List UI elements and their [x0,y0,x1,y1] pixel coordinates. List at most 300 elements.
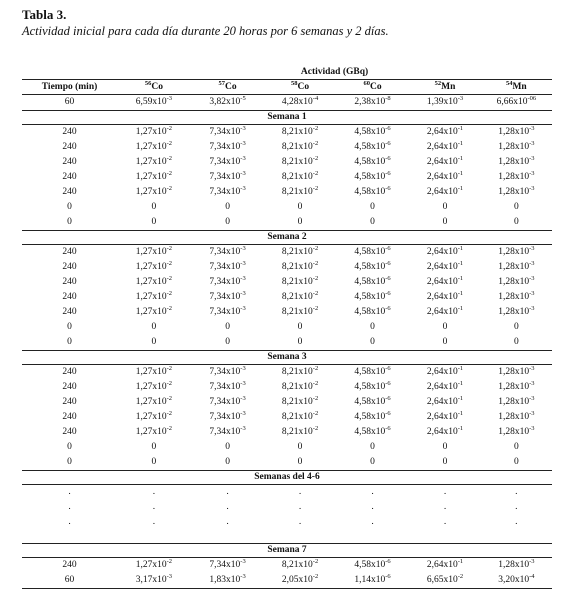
value-exponent: -4 [529,573,535,580]
value-mantissa: 8,21x10 [281,427,313,437]
time-cell: 240 [62,247,77,257]
value-exponent: -3 [240,305,246,312]
value-exponent: -2 [312,290,319,297]
table-row [22,335,552,351]
activity-cell [117,245,191,261]
activity-cell [481,380,552,395]
value-mantissa: 4,58x10 [354,367,386,377]
value-exponent: -3 [529,365,535,372]
value-exponent: -6 [385,395,391,402]
activity-cell [191,365,265,381]
value-mantissa: 1,28x10 [498,292,530,302]
zero-cell: 0 [67,457,72,467]
value-exponent: -6 [385,155,391,162]
value-exponent: -3 [529,155,535,162]
activity-cell [336,95,410,111]
time-cell: 240 [62,427,77,437]
value-mantissa: 7,34x10 [209,172,241,182]
value-mantissa: 1,27x10 [135,262,167,272]
activity-cell [336,290,410,305]
zero-cell: 0 [225,217,230,227]
activity-cell [191,245,265,261]
value-mantissa: 8,21x10 [281,157,313,167]
isotope-symbol: Co [225,82,237,92]
activity-cell [481,305,552,320]
value-exponent: -3 [240,290,246,297]
value-exponent: -1 [457,185,464,192]
activity-cell [264,245,335,261]
value-mantissa: 1,27x10 [135,292,167,302]
activity-cell [336,558,410,574]
value-mantissa: 8,21x10 [281,412,313,422]
value-exponent: -6 [385,380,391,387]
value-mantissa: 4,58x10 [354,412,386,422]
time-cell: 240 [62,172,77,182]
value-exponent: -1 [457,425,464,432]
value-exponent: -6 [385,275,391,282]
value-mantissa: 1,28x10 [498,427,530,437]
value-exponent: -2 [166,245,173,252]
value-exponent: -6 [385,260,391,267]
zero-cell: 0 [297,202,303,212]
week-header-row [22,471,552,485]
time-cell: 60 [64,97,75,107]
activity-cell [481,410,552,425]
value-exponent: -2 [457,573,464,580]
value-exponent: -2 [312,305,319,312]
value-exponent: -1 [457,170,464,177]
value-mantissa: 4,58x10 [354,262,386,272]
value-exponent: -3 [240,395,246,402]
activity-cell [481,425,552,440]
activity-cell [191,155,265,170]
value-exponent: -3 [240,155,246,162]
zero-cell: 0 [442,457,448,467]
value-mantissa: 1,27x10 [135,142,167,152]
value-exponent: -6 [385,573,391,580]
value-exponent: -2 [312,425,319,432]
activity-cell [191,425,265,440]
time-cell: 240 [62,307,77,317]
isotope-symbol: Mn [512,82,527,92]
activity-cell [264,170,335,185]
activity-cell [409,260,480,275]
value-exponent: -1 [457,290,464,297]
value-exponent: -2 [312,245,319,252]
isotope-header [336,80,410,95]
activity-cell [481,125,552,141]
ellipsis-cell: . [443,487,447,497]
value-mantissa: 4,58x10 [354,292,386,302]
value-exponent: -3 [529,185,535,192]
activity-cell [481,95,552,111]
value-mantissa: 2,64x10 [426,142,458,152]
value-exponent: -2 [312,365,319,372]
value-exponent: -2 [166,125,173,132]
value-mantissa: 2,64x10 [426,262,458,272]
value-exponent: -3 [529,125,535,132]
isotope-header [481,80,552,95]
activity-cell [191,170,265,185]
zero-cell: 0 [151,457,157,467]
table-row [22,215,552,231]
week-header-row [22,351,552,365]
zero-cell: 0 [225,457,230,467]
ellipsis-cell: . [371,517,374,527]
value-mantissa: 1,27x10 [135,427,167,437]
value-exponent: -3 [240,573,246,580]
activity-cell [117,140,191,155]
activity-cell [264,260,335,275]
isotope-mass: 52 [434,80,442,87]
value-exponent: -3 [529,395,535,402]
week-label: Semana 7 [22,544,552,558]
time-cell: 240 [62,127,77,137]
table-row [22,95,552,111]
value-exponent: -2 [166,410,173,417]
zero-cell: 0 [67,217,72,227]
value-exponent: -3 [457,95,464,102]
time-cell: 240 [62,292,77,302]
group-header-row [22,66,552,80]
activity-cell [409,305,480,320]
time-cell: 240 [62,367,77,377]
activity-cell [336,410,410,425]
zero-cell: 0 [442,202,448,212]
value-exponent: -2 [312,125,319,132]
activity-cell [117,185,191,200]
table-row [22,558,552,574]
value-mantissa: 2,05x10 [281,575,313,585]
value-mantissa: 8,21x10 [281,367,313,377]
isotope-symbol: Co [151,82,163,92]
ellipsis-cell: . [298,517,302,527]
value-exponent: -6 [385,170,391,177]
table-row [22,140,552,155]
value-exponent: -3 [240,380,246,387]
week-header-row [22,111,552,125]
value-mantissa: 7,34x10 [209,560,241,570]
activity-cell [117,260,191,275]
activity-cell [117,155,191,170]
value-mantissa: 7,34x10 [209,307,241,317]
activity-cell [264,365,335,381]
value-exponent: -2 [166,380,173,387]
activity-cell [264,155,335,170]
table-row [22,425,552,440]
week-label: Semana 1 [22,111,552,125]
value-mantissa: 1,27x10 [135,277,167,287]
activity-cell [264,95,335,111]
ellipsis-cell: . [515,487,518,497]
value-mantissa: 1,28x10 [498,187,530,197]
isotope-mass: 56 [144,80,152,87]
table-row [22,320,552,335]
value-mantissa: 1,28x10 [498,397,530,407]
value-exponent: -3 [240,365,246,372]
zero-cell: 0 [513,322,519,332]
time-cell: 240 [62,277,77,287]
value-mantissa: 8,21x10 [281,307,313,317]
activity-cell [481,260,552,275]
activity-cell [409,155,480,170]
value-mantissa: 1,28x10 [498,172,530,182]
value-exponent: -6 [385,185,391,192]
value-exponent: -2 [166,155,173,162]
value-mantissa: 1,28x10 [498,247,530,257]
ellipsis-row [22,500,552,515]
value-mantissa: 4,58x10 [354,397,386,407]
zero-cell: 0 [225,322,230,332]
activity-cell [409,290,480,305]
zero-cell: 0 [67,442,72,452]
activity-cell [117,425,191,440]
value-mantissa: 7,34x10 [209,427,241,437]
value-exponent: -1 [457,245,464,252]
value-mantissa: 7,34x10 [209,247,241,257]
week-header-row [22,544,552,558]
value-mantissa: 1,28x10 [498,127,530,137]
activity-cell [336,125,410,141]
activity-cell [191,305,265,320]
value-exponent: -3 [529,140,535,147]
value-mantissa: 1,28x10 [498,262,530,272]
value-mantissa: 1,27x10 [135,412,167,422]
value-exponent: -3 [240,245,246,252]
zero-cell: 0 [67,202,72,212]
value-exponent: -1 [457,410,464,417]
ellipsis-cell: . [371,487,374,497]
isotope-mass: 58 [290,80,298,87]
activity-cell [481,558,552,574]
zero-cell: 0 [370,457,375,467]
value-exponent: -1 [457,275,464,282]
activity-cell [409,425,480,440]
value-exponent: -4 [312,95,319,102]
activity-cell [336,275,410,290]
time-cell: 240 [62,382,77,392]
value-mantissa: 8,21x10 [281,560,313,570]
value-exponent: -3 [240,275,246,282]
value-exponent: -2 [312,185,319,192]
ellipsis-cell: . [226,487,229,497]
ellipsis-row [22,515,552,530]
value-exponent: -3 [529,305,535,312]
ellipsis-cell: . [515,502,518,512]
value-exponent: -1 [457,155,464,162]
value-mantissa: 4,58x10 [354,142,386,152]
activity-cell [264,305,335,320]
activity-cell [117,558,191,574]
table-row [22,125,552,141]
value-mantissa: 8,21x10 [281,292,313,302]
activity-cell [191,185,265,200]
value-mantissa: 1,28x10 [498,367,530,377]
zero-cell: 0 [513,202,519,212]
value-mantissa: 1,83x10 [209,575,241,585]
value-exponent: -3 [240,425,246,432]
activity-cell [409,125,480,141]
value-exponent: -6 [385,558,391,565]
value-exponent: -3 [529,245,535,252]
value-exponent: -1 [457,305,464,312]
value-exponent: -2 [166,425,173,432]
zero-cell: 0 [442,322,448,332]
value-exponent: -3 [529,290,535,297]
value-exponent: -1 [457,260,464,267]
value-exponent: -2 [312,140,319,147]
value-mantissa: 2,64x10 [426,292,458,302]
value-exponent: -2 [166,140,173,147]
table-row [22,290,552,305]
isotope-header [117,80,191,95]
activity-cell [336,365,410,381]
time-cell: 240 [62,262,77,272]
table-row [22,245,552,261]
value-mantissa: 1,28x10 [498,142,530,152]
value-mantissa: 7,34x10 [209,187,241,197]
activity-cell [481,140,552,155]
activity-cell [264,380,335,395]
value-mantissa: 1,39x10 [426,97,458,107]
value-mantissa: 4,58x10 [354,277,386,287]
isotope-mass: 57 [218,80,225,87]
activity-cell [481,185,552,200]
value-mantissa: 1,28x10 [498,277,530,287]
value-mantissa: 4,58x10 [354,427,386,437]
value-mantissa: 7,34x10 [209,127,241,137]
activity-cell [481,290,552,305]
value-mantissa: 8,21x10 [281,247,313,257]
table-row [22,395,552,410]
ellipsis-cell: . [68,487,71,497]
isotope-mass: 60 [363,80,370,87]
spacer-row [22,530,552,544]
zero-cell: 0 [513,457,519,467]
table-row [22,365,552,381]
value-exponent: -2 [166,170,173,177]
zero-cell: 0 [513,337,519,347]
activity-cell [481,573,552,589]
value-exponent: -1 [457,395,464,402]
value-mantissa: 6,65x10 [426,575,458,585]
activity-cell [191,558,265,574]
value-mantissa: 7,34x10 [209,382,241,392]
time-cell: 240 [62,560,77,570]
activity-cell [264,425,335,440]
value-exponent: -3 [240,140,246,147]
activity-cell [409,275,480,290]
activity-cell [117,95,191,111]
value-mantissa: 1,27x10 [135,367,167,377]
value-exponent: -3 [529,410,535,417]
isotope-symbol: Mn [441,82,456,92]
value-exponent: -2 [166,395,173,402]
activity-cell [191,410,265,425]
value-mantissa: 1,27x10 [135,172,167,182]
table-row [22,305,552,320]
activity-cell [191,573,265,589]
ellipsis-cell: . [226,517,229,527]
isotope-mass: 54 [505,80,513,87]
activity-cell [481,275,552,290]
activity-cell [409,95,480,111]
activity-cell [409,573,480,589]
activity-cell [264,573,335,589]
value-exponent: -3 [529,558,535,565]
activity-cell [117,305,191,320]
value-mantissa: 8,21x10 [281,397,313,407]
zero-cell: 0 [297,457,303,467]
value-mantissa: 1,27x10 [135,560,167,570]
value-mantissa: 2,64x10 [426,427,458,437]
table-row [22,275,552,290]
value-exponent: -2 [166,365,173,372]
value-mantissa: 2,64x10 [426,187,458,197]
activity-cell [117,290,191,305]
zero-cell: 0 [370,202,375,212]
activity-table [22,66,552,589]
activity-cell [336,380,410,395]
table-row [22,260,552,275]
zero-cell: 0 [370,217,375,227]
activity-cell [264,558,335,574]
value-mantissa: 4,58x10 [354,187,386,197]
value-exponent: -3 [529,380,535,387]
activity-cell [264,395,335,410]
zero-cell: 0 [370,337,375,347]
activity-cell [481,395,552,410]
time-cell: 240 [62,142,77,152]
value-exponent: -6 [385,410,391,417]
value-mantissa: 3,17x10 [135,575,167,585]
value-mantissa: 2,64x10 [426,307,458,317]
value-mantissa: 2,64x10 [426,127,458,137]
time-cell: 240 [62,412,77,422]
value-mantissa: 7,34x10 [209,367,241,377]
zero-cell: 0 [297,322,303,332]
table-row [22,410,552,425]
activity-cell [264,275,335,290]
zero-cell: 0 [442,337,448,347]
value-mantissa: 7,34x10 [209,277,241,287]
value-mantissa: 1,27x10 [135,397,167,407]
time-column-header: Tiempo (min) [22,80,117,95]
zero-cell: 0 [442,217,448,227]
table-row [22,155,552,170]
value-exponent: -2 [166,260,173,267]
value-exponent: -3 [240,410,246,417]
activity-cell [409,185,480,200]
value-mantissa: 1,14x10 [354,575,386,585]
activity-cell [409,140,480,155]
value-mantissa: 7,34x10 [209,292,241,302]
value-exponent: -3 [529,170,535,177]
zero-cell: 0 [297,217,303,227]
value-mantissa: 1,28x10 [498,307,530,317]
zero-cell: 0 [442,442,448,452]
value-exponent: -3 [240,185,246,192]
activity-cell [191,95,265,111]
activity-cell [264,140,335,155]
activity-cell [336,170,410,185]
value-mantissa: 2,64x10 [426,247,458,257]
activity-cell [409,380,480,395]
activity-cell [336,425,410,440]
value-mantissa: 7,34x10 [209,157,241,167]
value-exponent: -6 [385,365,391,372]
table-row [22,455,552,471]
